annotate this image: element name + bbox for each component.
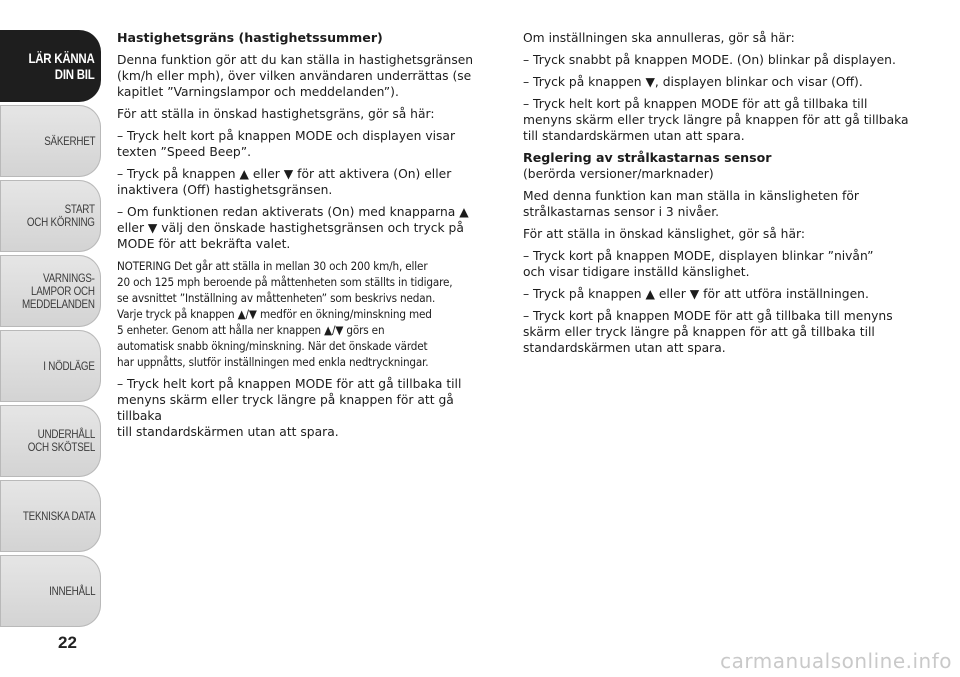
instruction-step: – Tryck helt kort på knappen MODE för att gå tillbaka till menyns skärm eller tryck längre på knappen för att gå tillbaka till standardskärmen utan att spara. xyxy=(523,97,909,143)
right-column xyxy=(523,30,923,362)
tab-underhall[interactable] xyxy=(0,405,101,477)
note-paragraph: NOTERING Det går att ställa in mellan 30 och 200 km/h, eller 20 och 125 mph beroende på måttenheten som ställts in tidigare, se avsnittet ”Inställning av måttenheten” som beskrivs nedan. Varje tryck på knappen ▲/▼ medför en ökning/minskning med 5 enheter. Genom att hålla ner knappen ▲/▼ görs en automatisk snabb ökning/minskning. När det önskade värdet har uppnåtts, slutför inställningen med enkla nedtryckningar. xyxy=(117,259,453,369)
section-heading-speed-limit: Hastighetsgräns (hastighetssummer) xyxy=(117,30,383,45)
tab-varningslampor[interactable] xyxy=(0,255,101,327)
paragraph: Om inställningen ska annulleras, gör så här: xyxy=(523,31,795,45)
tab-label: VARNINGS- LAMPOR OCH MEDDELANDEN xyxy=(22,270,95,311)
tab-label: LÄR KÄNNA DIN BIL xyxy=(28,50,95,82)
tab-label: SÄKERHET xyxy=(43,133,95,148)
page-number: 22 xyxy=(58,633,77,652)
paragraph: Denna funktion gör att du kan ställa in hastighetsgränsen (km/h eller mph), över vilken användaren underrättas (se kapitlet ”Varningslampor och meddelanden”). xyxy=(117,53,474,99)
instruction-step: – Tryck snabbt på knappen MODE. (On) blinkar på displayen. xyxy=(523,53,896,67)
watermark: carmanualsonline.info xyxy=(720,649,952,673)
paragraph: Med denna funktion kan man ställa in känsligheten för strålkastarnas sensor i 3 nivåer. xyxy=(523,189,859,219)
instruction-step: – Tryck helt kort på knappen MODE och displayen visar texten ”Speed Beep”. xyxy=(117,129,456,159)
paragraph: För att ställa in önskad hastighetsgräns, gör så här: xyxy=(117,107,435,121)
left-column xyxy=(117,30,495,446)
tab-innehall[interactable] xyxy=(0,555,101,627)
tab-i-nodlage[interactable] xyxy=(0,330,101,402)
section-header-headlight-sensor xyxy=(523,150,923,182)
tab-start-och-korning[interactable] xyxy=(0,180,101,252)
paragraph: För att ställa in önskad känslighet, gör så här: xyxy=(523,227,805,241)
tab-label: UNDERHÅLL OCH SKÖTSEL xyxy=(27,427,95,454)
instruction-step: – Om funktionen redan aktiverats (On) med knapparna ▲ eller ▼ välj den önskade hastighetsgränsen och tryck på MODE för att bekräfta valet. xyxy=(117,205,469,251)
section-heading: Reglering av strålkastarnas sensor xyxy=(523,150,772,165)
tab-label: TEKNISKA DATA xyxy=(22,508,95,523)
tab-tekniska-data[interactable] xyxy=(0,480,101,552)
instruction-step: – Tryck på knappen ▲ eller ▼ för att aktivera (On) eller inaktivera (Off) hastighetsgränsen. xyxy=(117,167,452,197)
section-subheading: (berörda versioner/marknader) xyxy=(523,167,714,181)
instruction-step: – Tryck kort på knappen MODE, displayen blinkar ”nivån” och visar tidigare inställd känslighet. xyxy=(523,249,874,279)
tab-lar-kanna-din-bil[interactable] xyxy=(0,30,101,102)
tab-label: I NÖDLÄGE xyxy=(43,358,95,373)
instruction-step: – Tryck kort på knappen MODE för att gå tillbaka till menyns skärm eller tryck längre på knappen för att gå tillbaka till standardskärmen utan att spara. xyxy=(523,309,893,355)
instruction-step: – Tryck på knappen ▼, displayen blinkar och visar (Off). xyxy=(523,75,863,89)
tab-label: START OCH KÖRNING xyxy=(27,202,95,229)
tab-label: INNEHÅLL xyxy=(48,583,95,598)
tab-sakerhet[interactable] xyxy=(0,105,101,177)
instruction-step: – Tryck helt kort på knappen MODE för att gå tillbaka till menyns skärm eller tryck längre på knappen för att gå tillbaka till standardskärmen utan att spara. xyxy=(117,377,462,439)
instruction-step: – Tryck på knappen ▲ eller ▼ för att utföra inställningen. xyxy=(523,287,869,301)
